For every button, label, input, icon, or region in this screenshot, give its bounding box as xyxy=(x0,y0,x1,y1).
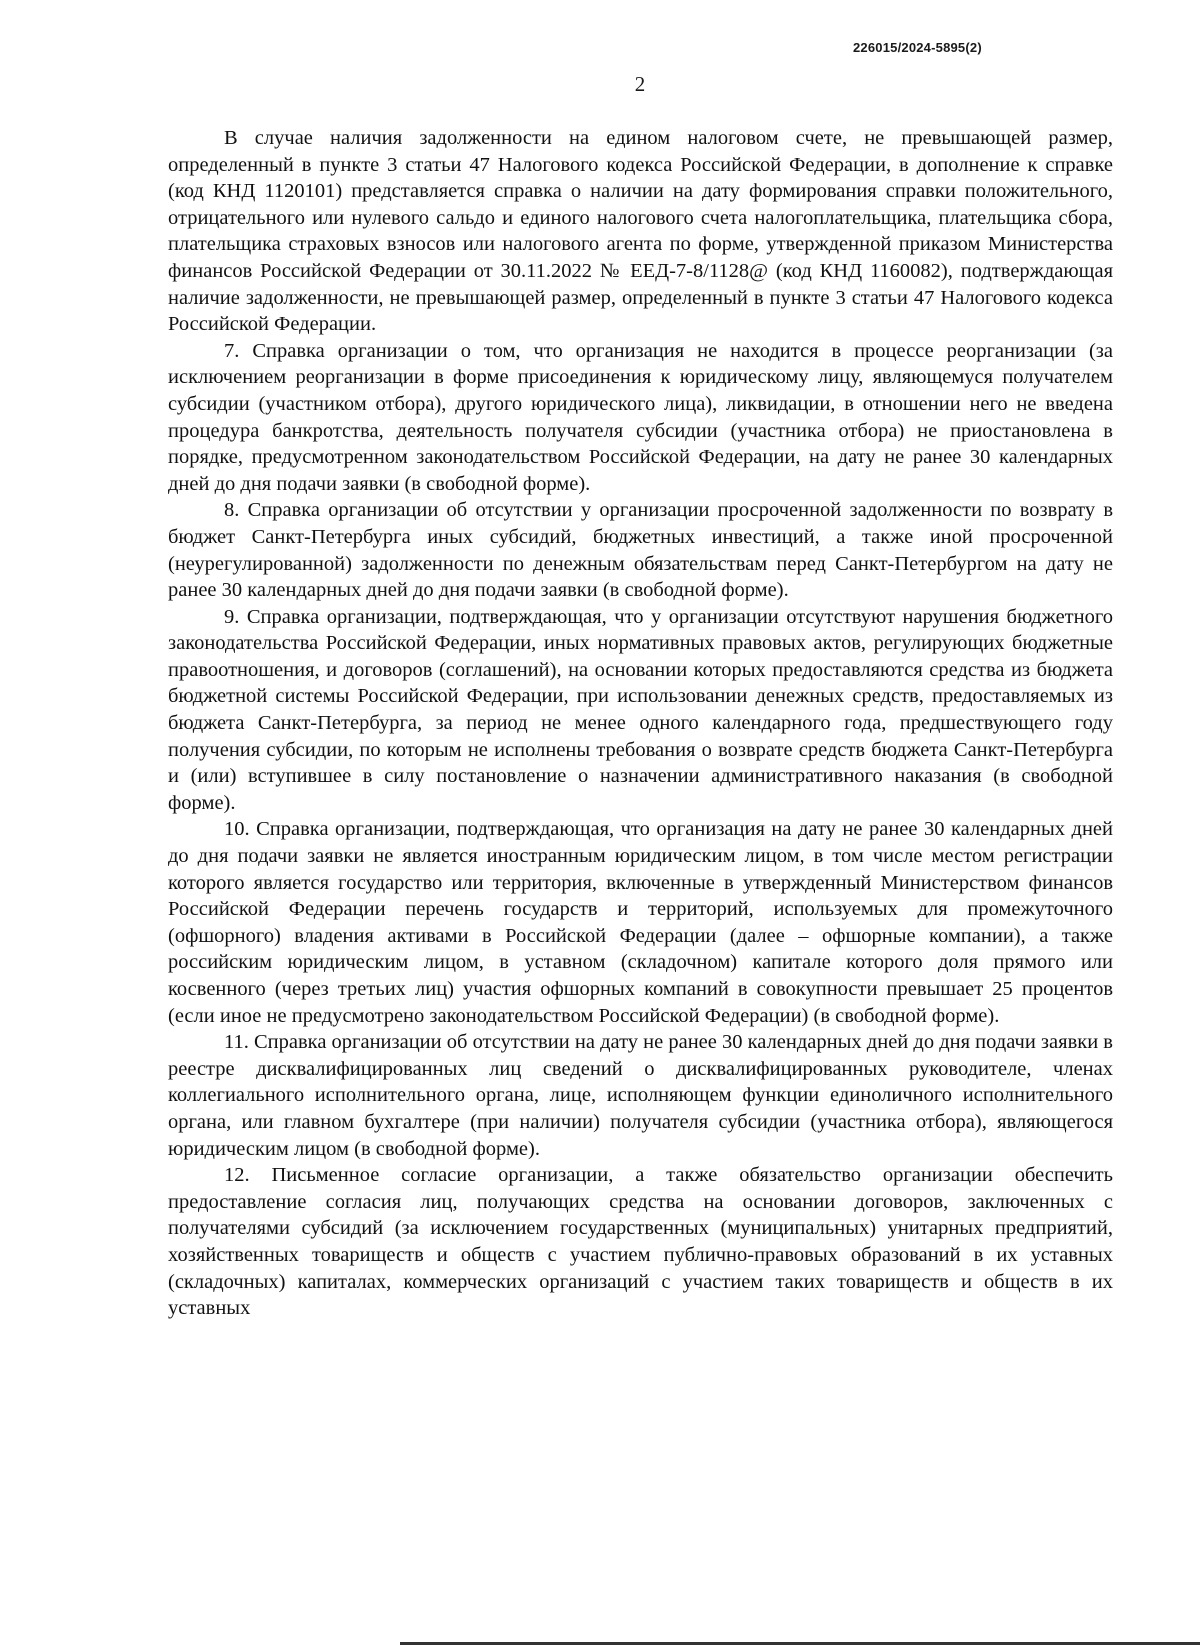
paragraph-item-11: 11. Справка организации об отсутствии на дату не ранее 30 календарных дней до дня подачи заявки в реестре дисквалифицированных лиц сведений о дисквалифицированных руководителе, членах коллегиального исполнительного органа, лице, исполняющем функции единоличного исполнительного органа, или главном бухгалтере (при наличии) получателя субсидии (участника отбора), являющегося юридическим лицом (в свободной форме). xyxy=(168,1031,1113,1160)
paragraph-item-12: 12. Письменное согласие организации, а также обязательство организации обеспечить предоставление согласия лиц, получающих средства на основании договоров, заключенных с получателями субсидий (за исключением государственных (муниципальных) унитарных предприятий, хозяйственных товариществ и обществ с участием публично-правовых образований в их уставных (складочных) капиталах, коммерческих организаций с участием таких товариществ и обществ в их уставных xyxy=(168,1164,1113,1320)
document-body xyxy=(168,125,1113,1322)
paragraph-item-10: 10. Справка организации, подтверждающая, что организация на дату не ранее 30 календарных дней до дня подачи заявки не является иностранным юридическим лицом, в том числе местом регистрации которого является государство или территория, включенные в утвержденный Министерством финансов Российской Федерации перечень государств и территорий, используемых для промежуточного (офшорного) владения активами в Российской Федерации (далее – офшорные компании), а также российским юридическим лицом, в уставном (складочном) капитале которого доля прямого или косвенного (через третьих лиц) участия офшорных компаний в совокупности превышает 25 процентов (если иное не предусмотрено законодательством Российской Федерации) (в свободной форме). xyxy=(168,818,1113,1027)
document-registration-number: 226015/2024-5895(2) xyxy=(853,40,982,55)
paragraph-item-9: 9. Справка организации, подтверждающая, что у организации отсутствуют нарушения бюджетного законодательства Российской Федерации, иных нормативных правовых актов, регулирующих бюджетные правоотношения, и договоров (соглашений), на основании которых предоставляются средства из бюджета бюджетной системы Российской Федерации, при использовании денежных средств, предоставляемых из бюджета Санкт-Петербурга, за период не менее одного календарного года, предшествующего году получения субсидии, по которым не исполнены требования о возврате средств бюджета Санкт-Петербурга и (или) вступившее в силу постановление о назначении административного наказания (в свободной форме). xyxy=(168,605,1113,814)
paragraph-item-8: 8. Справка организации об отсутствии у организации просроченной задолженности по возврату в бюджет Санкт-Петербурга иных субсидий, бюджетных инвестиций, а также иной просроченной (неурегулированной) задолженности по денежным обязательствам перед Санкт-Петербургом на дату не ранее 30 календарных дней до дня подачи заявки (в свободной форме). xyxy=(168,499,1113,602)
paragraph-debt-certificate: В случае наличия задолженности на едином налоговом счете, не превышающей размер, определенный в пункте 3 статьи 47 Налогового кодекса Российской Федерации, в дополнение к справке (код КНД 1120101) представляется справка о наличии на дату формирования справки положительного, отрицательного или нулевого сальдо и единого налогового счета налогоплательщика, плательщика сбора, плательщика страховых взносов или налогового агента по форме, утвержденной приказом Министерства финансов Российской Федерации от 30.11.2022 № ЕЕД-7-8/1128@ (код КНД 1160082), подтверждающая наличие задолженности, не превышающей размер, определенный в пункте 3 статьи 47 Налогового кодекса Российской Федерации. xyxy=(168,127,1113,336)
page-number: 2 xyxy=(634,72,646,96)
paragraph-item-7: 7. Справка организации о том, что организация не находится в процессе реорганизации (за исключением реорганизации в форме присоединения к юридическому лицу, являющемуся получателем субсидии (участником отбора), другого юридического лица), ликвидации, в отношении него не введена процедура банкротства, деятельность получателя субсидии (участника отбора) не приостановлена в порядке, предусмотренном законодательством Российской Федерации, на дату не ранее 30 календарных дней до дня подачи заявки (в свободной форме). xyxy=(168,339,1113,495)
